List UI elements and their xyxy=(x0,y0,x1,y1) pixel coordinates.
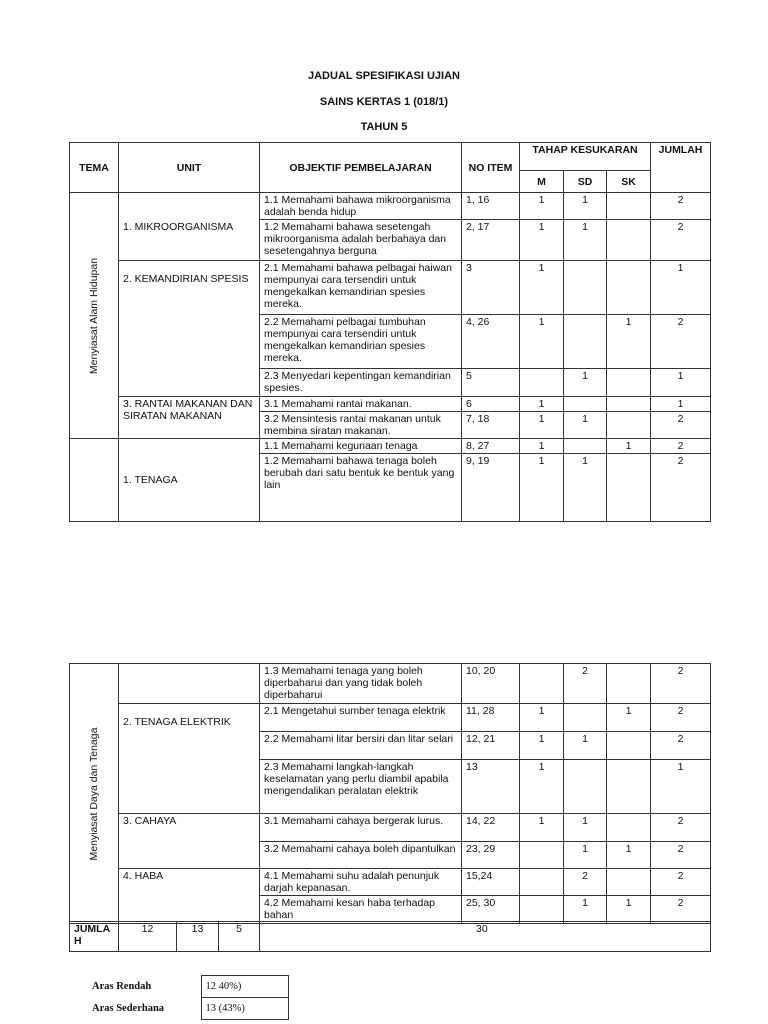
table-row xyxy=(70,814,711,842)
sd-cell xyxy=(564,261,607,315)
jumlah-cell: 2 xyxy=(651,732,711,760)
m-cell: 1 xyxy=(520,193,564,220)
item-no-cell: 4, 26 xyxy=(462,315,520,369)
jumlah-cell: 2 xyxy=(651,315,711,369)
total-m: 12 xyxy=(119,922,177,952)
m-cell: 1 xyxy=(520,412,564,439)
table-row xyxy=(70,439,711,454)
sd-cell xyxy=(564,397,607,412)
sd-cell xyxy=(564,439,607,454)
objective-cell: 2.3 Memahami langkah-langkah keselamatan yang perlu diambil apabila mengendalikan peralatan elektrik xyxy=(260,760,462,814)
m-cell: 1 xyxy=(520,261,564,315)
jumlah-cell: 1 xyxy=(651,397,711,412)
jumlah-cell: 2 xyxy=(651,220,711,261)
jumlah-cell: 2 xyxy=(651,896,711,924)
m-cell xyxy=(520,369,564,397)
total-sd: 13 xyxy=(177,922,219,952)
sk-cell xyxy=(607,814,651,842)
m-cell: 1 xyxy=(520,220,564,261)
jumlah-cell: 1 xyxy=(651,760,711,814)
sk-cell xyxy=(607,220,651,261)
jumlah-cell: 2 xyxy=(651,814,711,842)
m-cell: 1 xyxy=(520,315,564,369)
header-sd: SD xyxy=(564,171,607,193)
spec-table-part2 xyxy=(69,663,711,924)
aras-rendah-label: Aras Rendah xyxy=(92,980,152,992)
objective-cell: 2.1 Mengetahui sumber tenaga elektrik xyxy=(260,704,462,732)
sd-cell: 1 xyxy=(564,814,607,842)
m-cell xyxy=(520,842,564,869)
item-no-cell: 8, 27 xyxy=(462,439,520,454)
objective-cell: 1.1 Memahami bahawa mikroorganisma adalah benda hidup xyxy=(260,193,462,220)
sk-cell xyxy=(607,397,651,412)
sd-cell: 1 xyxy=(564,193,607,220)
spec-table-part1 xyxy=(69,142,711,522)
jumlah-cell: 2 xyxy=(651,412,711,439)
sd-cell xyxy=(564,704,607,732)
header-no-item: NO ITEM xyxy=(462,143,520,193)
sk-cell: 1 xyxy=(607,439,651,454)
sd-cell: 1 xyxy=(564,896,607,924)
objective-cell: 3.1 Memahami rantai makanan. xyxy=(260,397,462,412)
header-objektif: OBJEKTIF PEMBELAJARAN xyxy=(260,143,462,193)
tema-cell: Menyiasat Alam Hidupan xyxy=(70,193,119,439)
item-no-cell: 5 xyxy=(462,369,520,397)
tema-cell-empty xyxy=(70,439,119,522)
tema-cell: Menyiasat Daya dan Tenaga xyxy=(70,664,119,924)
objective-cell: 1.2 Memahami bahawa tenaga boleh berubah dari satu bentuk ke bentuk yang lain xyxy=(260,454,462,522)
total-sk: 5 xyxy=(219,922,260,952)
aras-sederhana-value: 13 (43%) xyxy=(201,998,288,1020)
aras-summary xyxy=(88,975,289,1020)
table-row xyxy=(70,261,711,315)
item-no-cell: 10, 20 xyxy=(462,664,520,704)
total-jumlah: 30 xyxy=(260,922,711,952)
jumlah-cell: 2 xyxy=(651,869,711,896)
m-cell xyxy=(520,896,564,924)
sd-cell: 1 xyxy=(564,369,607,397)
m-cell: 1 xyxy=(520,814,564,842)
m-cell: 1 xyxy=(520,397,564,412)
item-no-cell: 13 xyxy=(462,760,520,814)
sk-cell xyxy=(607,369,651,397)
m-cell: 1 xyxy=(520,704,564,732)
item-no-cell: 23, 29 xyxy=(462,842,520,869)
item-no-cell: 15,24 xyxy=(462,869,520,896)
m-cell xyxy=(520,664,564,704)
unit-cell: 3. RANTAI MAKANAN DAN SIRATAN MAKANAN xyxy=(119,397,260,439)
sk-cell xyxy=(607,664,651,704)
sk-cell: 1 xyxy=(607,315,651,369)
item-no-cell: 2, 17 xyxy=(462,220,520,261)
jumlah-cell: 2 xyxy=(651,842,711,869)
sk-cell xyxy=(607,454,651,522)
jumlah-cell: 2 xyxy=(651,454,711,522)
jumlah-cell: 1 xyxy=(651,369,711,397)
objective-cell: 4.2 Memahami kesan haba terhadap bahan xyxy=(260,896,462,924)
header-tema: TEMA xyxy=(70,143,119,193)
sd-cell xyxy=(564,315,607,369)
item-no-cell: 3 xyxy=(462,261,520,315)
objective-cell: 3.2 Mensintesis rantai makanan untuk membina siratan makanan. xyxy=(260,412,462,439)
total-label: JUMLAH xyxy=(70,922,119,952)
objective-cell: 3.2 Memahami cahaya boleh dipantulkan xyxy=(260,842,462,869)
doc-subtitle: SAINS KERTAS 1 (018/1) xyxy=(319,96,449,108)
sd-cell: 1 xyxy=(564,220,607,261)
m-cell: 1 xyxy=(520,439,564,454)
objective-cell: 2.3 Menyedari kepentingan kemandirian spesies. xyxy=(260,369,462,397)
item-no-cell: 1, 16 xyxy=(462,193,520,220)
m-cell: 1 xyxy=(520,732,564,760)
jumlah-cell: 1 xyxy=(651,261,711,315)
item-no-cell: 7, 18 xyxy=(462,412,520,439)
doc-title: JADUAL SPESIFIKASI UJIAN xyxy=(308,70,460,82)
jumlah-cell: 2 xyxy=(651,193,711,220)
item-no-cell: 6 xyxy=(462,397,520,412)
unit-cell: 1. MIKROORGANISMA xyxy=(119,193,260,261)
item-no-cell: 12, 21 xyxy=(462,732,520,760)
sk-cell xyxy=(607,412,651,439)
sk-cell: 1 xyxy=(607,896,651,924)
m-cell xyxy=(520,869,564,896)
unit-cell-empty xyxy=(119,664,260,704)
sd-cell: 1 xyxy=(564,412,607,439)
doc-year: TAHUN 5 xyxy=(360,121,408,133)
sd-cell: 1 xyxy=(564,454,607,522)
total-row xyxy=(69,921,711,952)
sd-cell: 1 xyxy=(564,732,607,760)
sd-cell: 2 xyxy=(564,869,607,896)
objective-cell: 1.2 Memahami bahawa sesetengah mikroorganisma adalah berbahaya dan sesetengahnya berguna xyxy=(260,220,462,261)
sd-cell: 1 xyxy=(564,842,607,869)
item-no-cell: 9, 19 xyxy=(462,454,520,522)
table-row xyxy=(70,193,711,220)
table-row xyxy=(70,664,711,704)
sk-cell xyxy=(607,869,651,896)
header-jumlah: JUMLAH xyxy=(651,143,711,193)
jumlah-cell: 2 xyxy=(651,664,711,704)
header-sk: SK xyxy=(607,171,651,193)
jumlah-cell: 2 xyxy=(651,704,711,732)
sd-cell xyxy=(564,760,607,814)
unit-cell: 2. TENAGA ELEKTRIK xyxy=(119,704,260,814)
m-cell: 1 xyxy=(520,454,564,522)
item-no-cell: 14, 22 xyxy=(462,814,520,842)
item-no-cell: 11, 28 xyxy=(462,704,520,732)
sk-cell: 1 xyxy=(607,842,651,869)
objective-cell: 3.1 Memahami cahaya bergerak lurus. xyxy=(260,814,462,842)
header-unit: UNIT xyxy=(119,143,260,193)
aras-rendah-value: 12 40%) xyxy=(201,976,288,998)
unit-cell: 2. KEMANDIRIAN SPESIS xyxy=(119,261,260,397)
aras-sederhana-label: Aras Sederhana xyxy=(92,1002,165,1014)
unit-cell: 4. HABA xyxy=(119,869,260,924)
sk-cell xyxy=(607,193,651,220)
item-no-cell: 25, 30 xyxy=(462,896,520,924)
objective-cell: 1.1 Memahami kegunaan tenaga xyxy=(260,439,462,454)
jumlah-cell: 2 xyxy=(651,439,711,454)
objective-cell: 4.1 Memahami suhu adalah penunjuk darjah kepanasan. xyxy=(260,869,462,896)
sk-cell xyxy=(607,732,651,760)
unit-cell: 3. CAHAYA xyxy=(119,814,260,869)
table-row xyxy=(70,704,711,732)
objective-cell: 1.3 Memahami tenaga yang boleh diperbaharui dan yang tidak boleh diperbaharui xyxy=(260,664,462,704)
objective-cell: 2.2 Memahami litar bersiri dan litar selari xyxy=(260,732,462,760)
m-cell: 1 xyxy=(520,760,564,814)
sd-cell: 2 xyxy=(564,664,607,704)
header-tahap: TAHAP KESUKARAN xyxy=(520,143,651,171)
unit-cell: 1. TENAGA xyxy=(119,439,260,522)
sk-cell xyxy=(607,760,651,814)
sk-cell xyxy=(607,261,651,315)
table-row xyxy=(70,869,711,896)
header-m: M xyxy=(520,171,564,193)
objective-cell: 2.2 Memahami pelbagai tumbuhan mempunyai cara tersendiri untuk mengekalkan kemandirian spesies mereka. xyxy=(260,315,462,369)
sk-cell: 1 xyxy=(607,704,651,732)
objective-cell: 2.1 Memahami bahawa pelbagai haiwan mempunyai cara tersendiri untuk mengekalkan kemandirian spesies mereka. xyxy=(260,261,462,315)
table-row xyxy=(70,397,711,412)
